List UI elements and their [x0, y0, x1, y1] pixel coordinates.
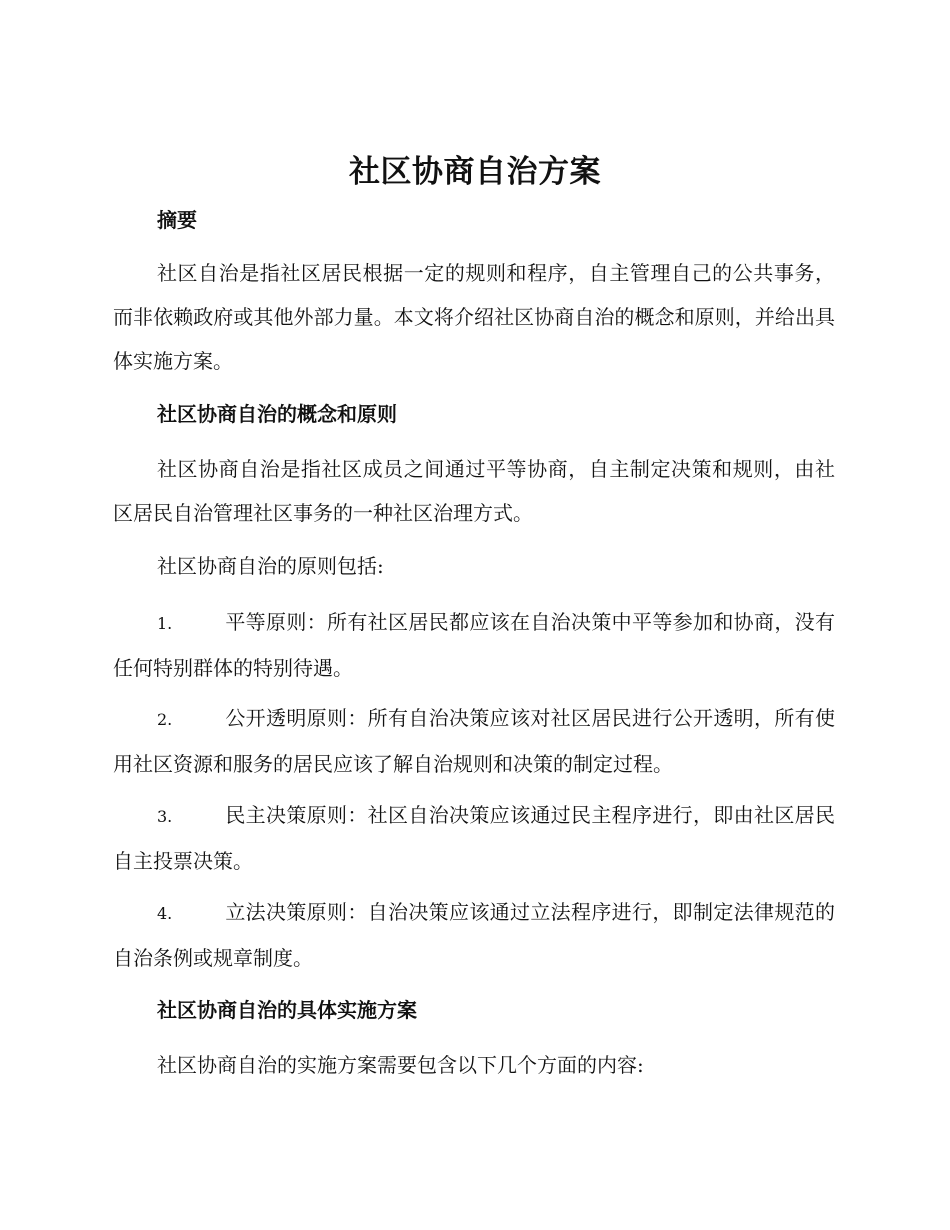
principle-number: 4.	[157, 904, 173, 923]
principle-number: 2.	[157, 710, 173, 729]
concept-heading: 社区协商自治的概念和原则	[157, 402, 397, 426]
principle-text: 平等原则：所有社区居民都应该在自治决策中平等参加和协商，没有任何特别群体的特别待遇。	[113, 610, 835, 680]
principle-item-3	[113, 793, 835, 883]
principle-text: 民主决策原则：社区自治决策应该通过民主程序进行，即由社区居民自主投票决策。	[113, 803, 835, 873]
concept-paragraph: 社区协商自治是指社区成员之间通过平等协商，自主制定决策和规则，由社区居民自治管理社区事务的一种社区治理方式。	[113, 457, 835, 525]
principles-intro: 社区协商自治的原则包括:	[157, 554, 384, 578]
principle-item-2	[113, 696, 835, 786]
principle-number: 1.	[157, 614, 173, 633]
principle-number: 3.	[157, 807, 173, 826]
document-title: 社区协商自治方案	[349, 154, 601, 190]
implementation-heading: 社区协商自治的具体实施方案	[157, 998, 417, 1022]
abstract-paragraph: 社区自治是指社区居民根据一定的规则和程序，自主管理自己的公共事务，而非依赖政府或其他外部力量。本文将介绍社区协商自治的概念和原则，并给出具体实施方案。	[113, 261, 835, 373]
principle-text: 公开透明原则：所有自治决策应该对社区居民进行公开透明，所有使用社区资源和服务的居民应该了解自治规则和决策的制定过程。	[113, 706, 835, 776]
implementation-paragraph: 社区协商自治的实施方案需要包含以下几个方面的内容:	[157, 1053, 644, 1077]
abstract-heading: 摘要	[157, 208, 197, 232]
principle-text: 立法决策原则：自治决策应该通过立法程序进行，即制定法律规范的自治条例或规章制度。	[113, 900, 835, 970]
principle-item-4	[113, 890, 835, 980]
principle-item-1	[113, 600, 835, 690]
